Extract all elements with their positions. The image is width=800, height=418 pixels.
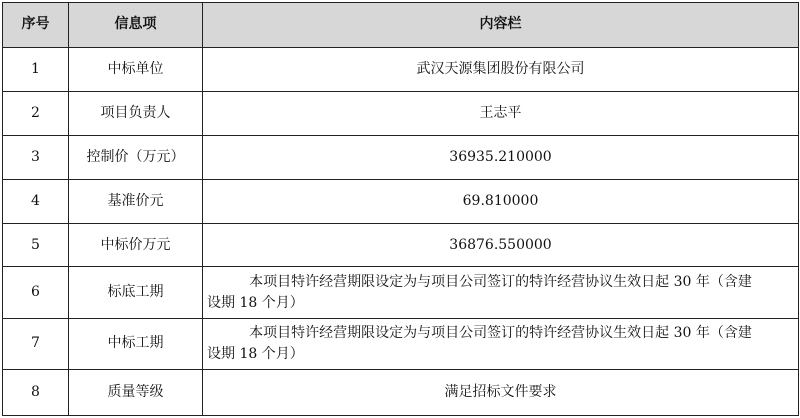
- row-item: 基准价元: [69, 179, 203, 223]
- row-number: 4: [3, 179, 69, 223]
- row-number: 6: [3, 267, 69, 318]
- header-content: 内容栏: [203, 3, 799, 48]
- table-header-row: [3, 3, 799, 48]
- row-content: 69.810000: [203, 179, 799, 223]
- table-row: [3, 267, 799, 318]
- row-content: 武汉天源集团股份有限公司: [203, 47, 799, 91]
- row-content: [203, 318, 799, 369]
- row-content: 36876.550000: [203, 223, 799, 267]
- row-item: 质量等级: [69, 369, 203, 415]
- row-number: 3: [3, 135, 69, 179]
- row-item: 中标工期: [69, 318, 203, 369]
- table-row: [3, 135, 799, 179]
- row-number: 5: [3, 223, 69, 267]
- row-content: 满足招标文件要求: [203, 369, 799, 415]
- row-content: [203, 267, 799, 318]
- header-serial-number: 序号: [3, 3, 69, 48]
- table-row: [3, 369, 799, 415]
- bid-info-table: [2, 2, 799, 416]
- table-row: [3, 179, 799, 223]
- row-content-line-1: 本项目特许经营期限设定为与项目公司签订的特许经营协议生效日起 30 年（含建: [249, 273, 752, 290]
- row-item: 项目负责人: [69, 91, 203, 135]
- row-item: 控制价（万元）: [69, 135, 203, 179]
- row-item: 标底工期: [69, 267, 203, 318]
- header-info-item: 信息项: [69, 3, 203, 48]
- row-content: 36935.210000: [203, 135, 799, 179]
- row-item: 中标价万元: [69, 223, 203, 267]
- table-row: [3, 318, 799, 369]
- table-row: [3, 47, 799, 91]
- row-item: 中标单位: [69, 47, 203, 91]
- row-content-line-2: 设期 18 个月）: [207, 294, 304, 311]
- row-content-line-1: 本项目特许经营期限设定为与项目公司签订的特许经营协议生效日起 30 年（含建: [249, 324, 752, 341]
- row-number: 8: [3, 369, 69, 415]
- table-row: [3, 91, 799, 135]
- row-number: 7: [3, 318, 69, 369]
- row-number: 1: [3, 47, 69, 91]
- row-content: 王志平: [203, 91, 799, 135]
- row-number: 2: [3, 91, 69, 135]
- table-row: [3, 223, 799, 267]
- row-content-line-2: 设期 18 个月）: [207, 345, 304, 362]
